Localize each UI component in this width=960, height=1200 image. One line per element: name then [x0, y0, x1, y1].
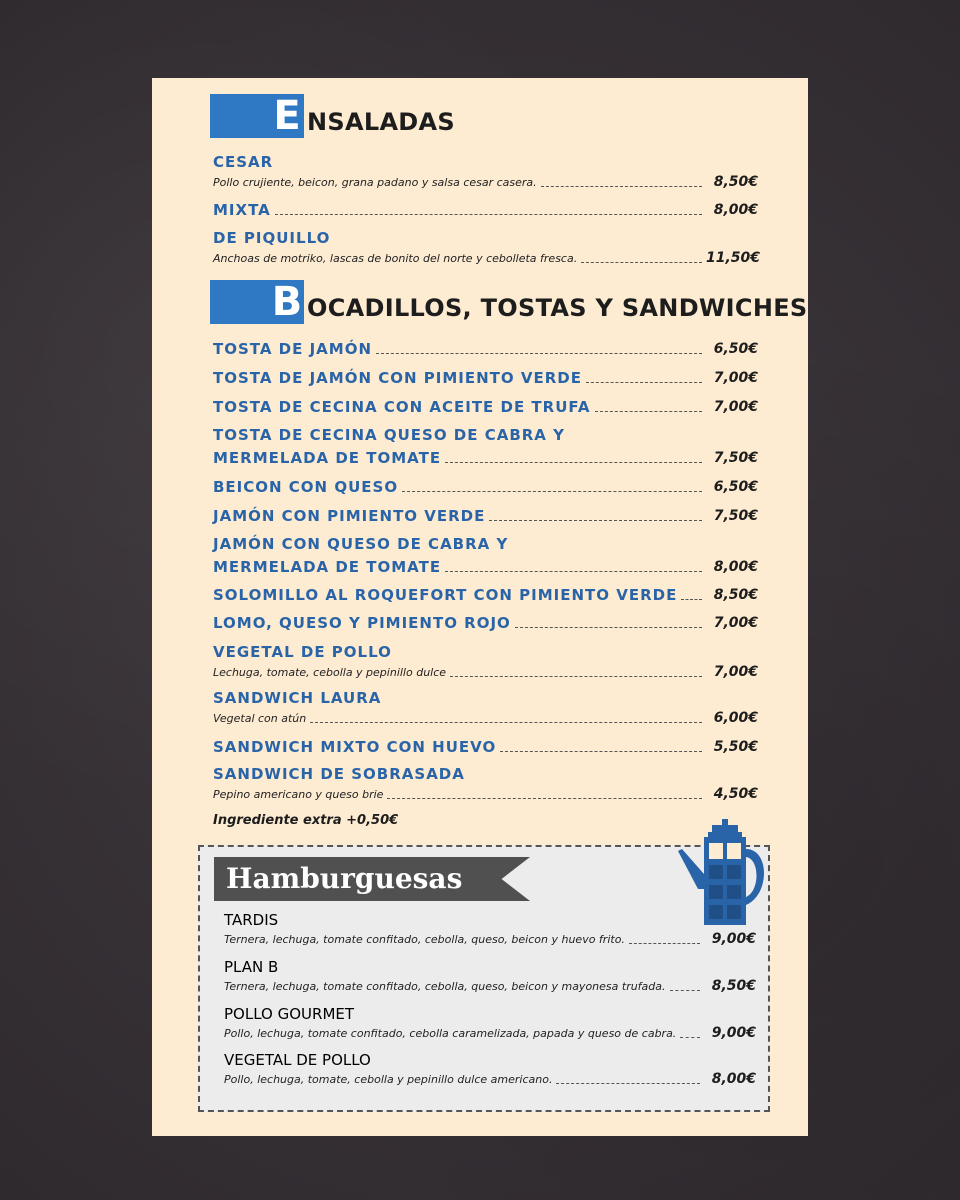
item-description: Pollo, lechuga, tomate confitado, cebolla caramelizada, papada y queso de cabra.: [224, 1027, 677, 1040]
menu-item: [213, 228, 761, 268]
item-description: Lechuga, tomate, cebolla y pepinillo dulce: [213, 666, 447, 679]
leader-dots: [445, 571, 702, 572]
menu-item: [224, 1005, 756, 1043]
menu-item: [224, 958, 756, 996]
menu-item: [213, 534, 758, 577]
item-price: 7,50€: [713, 450, 758, 466]
item-description: Pepino americano y queso brie: [213, 788, 384, 801]
hamburguesas-section: [198, 845, 770, 1112]
item-price: 11,50€: [706, 250, 761, 266]
menu-item: [213, 642, 758, 682]
item-name: DE PIQUILLO: [213, 229, 331, 247]
item-name: TOSTA DE JAMÓN: [213, 340, 373, 358]
item-name: CESAR: [213, 153, 274, 171]
leader-dots: [681, 599, 702, 600]
extra-ingredient-note: Ingrediente extra +0,50€: [213, 813, 399, 828]
menu-item: [213, 613, 758, 633]
menu-item: [213, 585, 758, 605]
menu-item: [213, 397, 758, 417]
item-name: LOMO, QUESO Y PIMIENTO ROJO: [213, 614, 511, 632]
menu-card: [152, 78, 808, 1136]
leader-dots: [376, 353, 702, 354]
leader-dots: [680, 1037, 700, 1038]
item-name-line2: MERMELADA DE TOMATE: [213, 449, 442, 467]
item-name: SOLOMILLO AL ROQUEFORT CON PIMIENTO VERDE: [213, 586, 678, 604]
menu-item: [213, 764, 758, 804]
item-price: 8,50€: [711, 978, 756, 994]
item-price: 7,00€: [713, 399, 758, 415]
item-name: TOSTA DE JAMÓN CON PIMIENTO VERDE: [213, 369, 582, 387]
item-price: 6,00€: [713, 710, 758, 726]
leader-dots: [275, 214, 702, 215]
menu-item: [224, 1051, 756, 1089]
section-title: OCADILLOS, TOSTAS Y SANDWICHES: [307, 294, 808, 322]
item-price: 7,50€: [713, 508, 758, 524]
menu-item: [213, 688, 758, 728]
item-price: 7,00€: [713, 370, 758, 386]
leader-dots: [541, 186, 702, 187]
item-price: 8,00€: [713, 559, 758, 575]
item-price: 8,00€: [713, 202, 758, 218]
item-price: 4,50€: [713, 786, 758, 802]
item-name: JAMÓN CON QUESO DE CABRA Y: [213, 535, 509, 553]
menu-item: [213, 368, 758, 388]
item-price: 8,50€: [713, 174, 758, 190]
section-initial: E: [270, 94, 304, 138]
item-description: Anchoas de motriko, lascas de bonito del norte y cebolleta fresca.: [213, 252, 578, 265]
section-title: NSALADAS: [307, 108, 455, 136]
section-initial: B: [271, 279, 303, 325]
menu-item: [213, 506, 758, 526]
menu-item: [213, 737, 758, 757]
item-name: BEICON CON QUESO: [213, 478, 399, 496]
leader-dots: [310, 722, 702, 723]
leader-dots: [629, 943, 700, 944]
leader-dots: [489, 520, 702, 521]
item-name: PLAN B: [224, 958, 279, 976]
menu-item: [213, 425, 758, 468]
item-name: MIXTA: [213, 201, 271, 219]
item-price: 5,50€: [713, 739, 758, 755]
leader-dots: [595, 411, 702, 412]
leader-dots: [556, 1083, 700, 1084]
item-name-line2: MERMELADA DE TOMATE: [213, 558, 442, 576]
item-description: Pollo crujiente, beicon, grana padano y salsa cesar casera.: [213, 176, 537, 189]
section-header-bocadillos: [210, 280, 808, 324]
item-name: SANDWICH MIXTO CON HUEVO: [213, 738, 497, 756]
section-title: Hamburguesas: [226, 862, 463, 895]
menu-item: [213, 477, 758, 497]
item-price: 8,50€: [713, 587, 758, 603]
item-price: 7,00€: [713, 664, 758, 680]
menu-item: [213, 200, 758, 220]
item-name: TARDIS: [224, 911, 279, 929]
item-name: SANDWICH DE SOBRASADA: [213, 765, 465, 783]
leader-dots: [387, 798, 702, 799]
item-name: VEGETAL DE POLLO: [213, 643, 392, 661]
item-name: SANDWICH LAURA: [213, 689, 382, 707]
item-price: 9,00€: [711, 1025, 756, 1041]
item-name: POLLO GOURMET: [224, 1005, 355, 1023]
item-price: 6,50€: [713, 479, 758, 495]
item-description: Pollo, lechuga, tomate, cebolla y pepinillo dulce americano.: [224, 1073, 553, 1086]
leader-dots: [445, 462, 702, 463]
leader-dots: [402, 491, 702, 492]
leader-dots: [581, 262, 702, 263]
menu-item: [224, 911, 756, 949]
item-name: JAMÓN CON PIMIENTO VERDE: [213, 507, 486, 525]
item-price: 7,00€: [713, 615, 758, 631]
item-price: 9,00€: [711, 931, 756, 947]
item-description: Vegetal con atún: [213, 712, 307, 725]
leader-dots: [586, 382, 702, 383]
leader-dots: [515, 627, 702, 628]
leader-dots: [670, 990, 700, 991]
section-header-ensaladas: [210, 94, 455, 138]
menu-item: [213, 339, 758, 359]
item-name: TOSTA DE CECINA QUESO DE CABRA Y: [213, 426, 566, 444]
leader-dots: [500, 751, 702, 752]
item-description: Ternera, lechuga, tomate confitado, cebolla, queso, beicon y huevo frito.: [224, 933, 625, 946]
item-description: Ternera, lechuga, tomate confitado, cebolla, queso, beicon y mayonesa trufada.: [224, 980, 666, 993]
item-name: VEGETAL DE POLLO: [224, 1051, 371, 1069]
leader-dots: [450, 676, 702, 677]
item-price: 6,50€: [713, 341, 758, 357]
item-price: 8,00€: [711, 1071, 756, 1087]
menu-item: [213, 152, 758, 192]
item-name: TOSTA DE CECINA CON ACEITE DE TRUFA: [213, 398, 591, 416]
